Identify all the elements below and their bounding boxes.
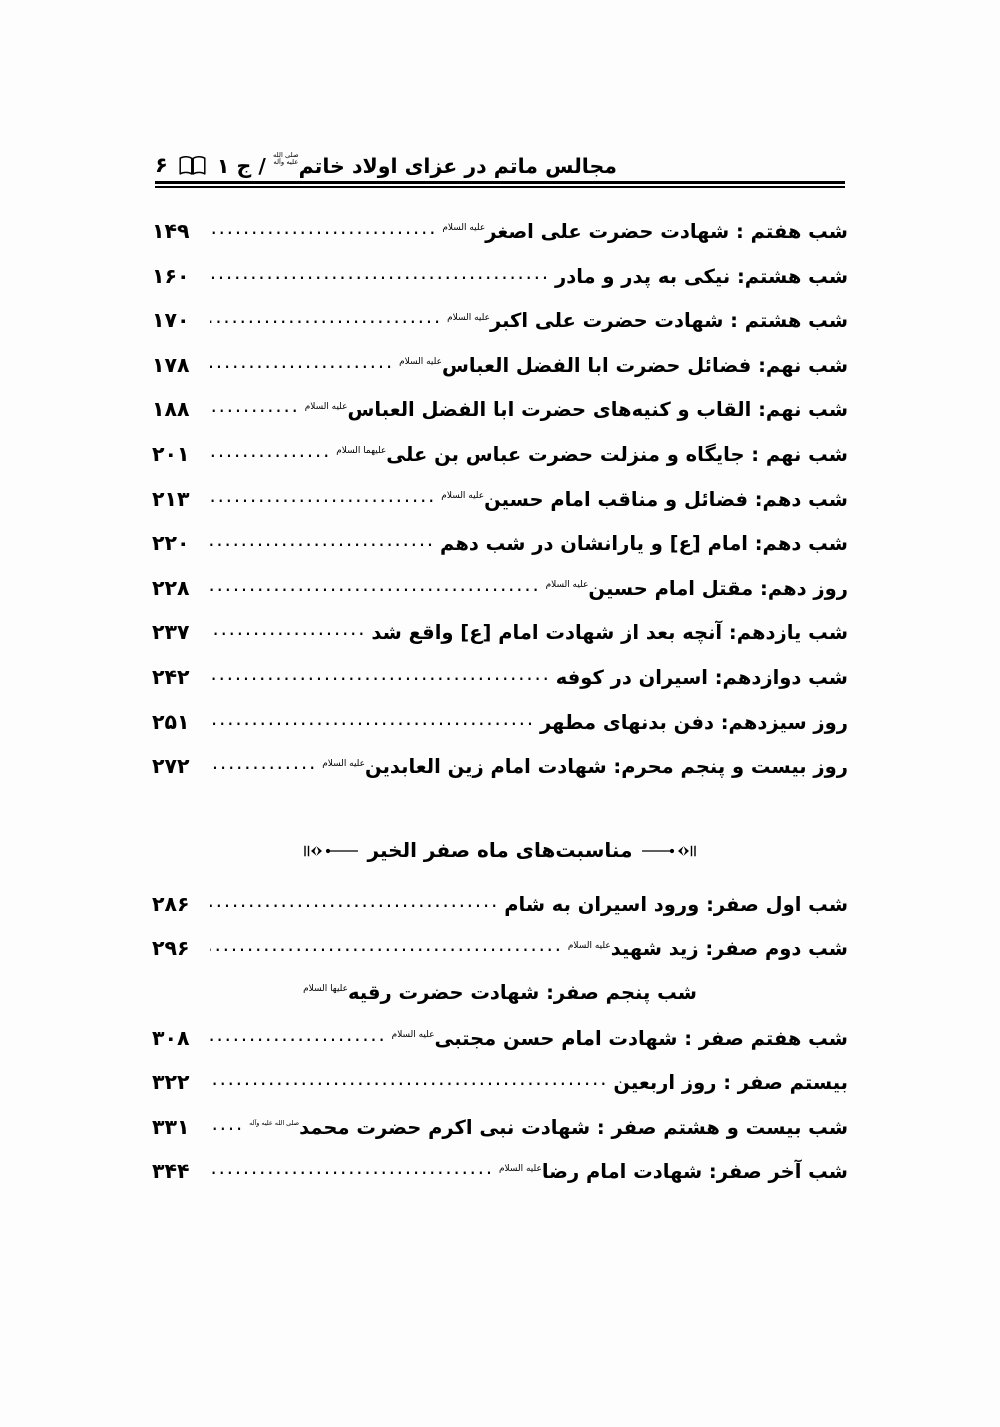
toc-entry-page[interactable]: ۲۴۲: [152, 664, 190, 689]
toc-entry-label: [303, 981, 697, 1004]
toc-entry-label: [392, 1027, 848, 1050]
toc-entry-label: [399, 354, 848, 377]
toc-entry-label: [555, 265, 848, 288]
salawat-line-2: علیه وآله: [273, 157, 299, 166]
rule-thick-line: [155, 181, 845, 184]
toc-entry-label: [540, 711, 848, 734]
toc-entry-page[interactable]: ۲۲۰: [152, 531, 190, 556]
toc-entry[interactable]: [152, 397, 848, 442]
salawat-line-1: صلی الله: [273, 151, 299, 160]
dot-leader: [210, 936, 563, 953]
toc-entry-title: شب نهم: القاب و کنیه‌های حضرت ابا الفضل العباس: [347, 398, 848, 422]
toc-entry[interactable]: [152, 710, 848, 755]
header-page-number: ۶: [155, 152, 168, 177]
toc-entry-title: شب دهم: امام [ع] و یارانشان در شب دهم: [440, 532, 848, 556]
toc-entry-label: [305, 398, 848, 421]
toc-entry-page[interactable]: ۱۶۰: [152, 263, 190, 288]
dot-leader: [210, 576, 541, 593]
honorific-icon: علیه السلام: [545, 580, 589, 591]
honorific-icon: علیها السلام: [303, 984, 348, 995]
toc-entry-page[interactable]: ۳۰۸: [152, 1025, 190, 1050]
dot-leader: [210, 308, 442, 325]
toc-entry-title: شب نهم : جایگاه و منزلت حضرت عباس بن علی: [386, 442, 848, 466]
dot-leader: [210, 264, 550, 281]
section-heading-text: مناسبت‌های ماه صفر الخیر: [367, 837, 633, 862]
dot-leader: [210, 1115, 244, 1132]
honorific-icon: علیه السلام: [442, 223, 486, 234]
dot-leader: [210, 397, 300, 414]
toc-entry[interactable]: [152, 219, 848, 264]
toc-entry-page[interactable]: ۳۳۱: [152, 1114, 190, 1139]
toc-entry-title: شب دهم: فضائل و مناقب امام حسین: [484, 487, 848, 511]
toc-entry-title: شب یازدهم: آنچه بعد از شهادت امام [ع] واقع شد: [371, 621, 848, 645]
toc-entry-label: [504, 893, 848, 916]
toc-entry-label: [249, 1116, 848, 1139]
table-of-contents: [152, 219, 848, 1204]
toc-entry-page[interactable]: ۲۸۶: [152, 891, 190, 916]
dot-leader: [210, 710, 535, 727]
toc-entry-label: [440, 532, 848, 555]
dot-leader: [210, 1070, 608, 1087]
dot-leader: [210, 620, 366, 637]
toc-entry-title: بیستم صفر : روز اربعین: [613, 1071, 848, 1095]
honorific-icon: علیه السلام: [399, 357, 442, 368]
toc-entry[interactable]: [152, 754, 848, 799]
toc-entry-label: [499, 1160, 848, 1183]
toc-entry-page[interactable]: ۱۷۸: [152, 352, 190, 377]
toc-entry-title: روز سیزدهم: دفن بدنهای مطهر: [540, 710, 848, 734]
toc-entry-label: [556, 666, 848, 689]
toc-entry-title: شب هشتم: نیکی به پدر و مادر: [554, 264, 848, 288]
toc-entry[interactable]: [152, 264, 848, 309]
dot-leader: [210, 353, 394, 370]
toc-entry-title: شب هشتم : شهادت حضرت علی اکبر: [489, 309, 848, 333]
toc-entry-title: روز بیست و پنجم محرم: شهادت امام زین العابدین: [365, 755, 848, 779]
section-heading-safar: [152, 822, 848, 878]
dot-leader: [210, 892, 499, 909]
toc-entry-title: شب اول صفر: ورود اسیران به شام: [504, 892, 848, 916]
honorific-icon: علیه السلام: [322, 758, 366, 769]
toc-entry-label: [371, 621, 848, 644]
diamond-ornament-icon: [302, 843, 358, 857]
toc-entry[interactable]: [152, 1026, 848, 1071]
open-book-icon: [179, 155, 206, 176]
honorific-icon: علیهما السلام: [336, 446, 387, 457]
toc-entry-page[interactable]: ۲۲۸: [152, 575, 190, 600]
toc-entry[interactable]: [152, 442, 848, 487]
toc-entry-label: [336, 443, 848, 466]
toc-entry[interactable]: [152, 665, 848, 710]
honorific-icon: علیه السلام: [498, 1163, 542, 1174]
toc-entry-title: شب بیست و هشتم صفر : شهادت نبی اکرم حضرت محمد: [299, 1115, 848, 1139]
toc-entry-label: [442, 220, 848, 243]
dot-leader: [210, 531, 435, 548]
header-volume: / ج ۱: [216, 153, 266, 178]
toc-entry-page[interactable]: ۱۷۰: [152, 308, 190, 333]
header-title-text: مجالس ماتم در عزای اولاد خاتم: [298, 153, 617, 178]
header-divider-rule: [155, 181, 845, 188]
toc-entry-label: [568, 937, 848, 960]
diamond-ornament-icon: [642, 843, 698, 857]
toc-entry-page[interactable]: ۳۲۲: [152, 1070, 190, 1095]
dot-leader: [210, 1159, 494, 1176]
honorific-icon: علیه السلام: [441, 490, 485, 501]
honorific-icon: علیه السلام: [447, 312, 490, 323]
toc-entry[interactable]: [152, 620, 848, 665]
toc-entry[interactable]: [152, 531, 848, 576]
toc-entry-page[interactable]: ۲۳۷: [152, 620, 190, 645]
dot-leader: [210, 665, 551, 682]
dot-leader: [210, 754, 317, 771]
toc-entry-label: [613, 1071, 848, 1094]
toc-entry-page[interactable]: ۲۰۱: [152, 441, 190, 466]
toc-entry-page[interactable]: ۱۸۸: [152, 397, 190, 422]
toc-entry-page[interactable]: ۲۷۲: [152, 754, 190, 779]
honorific-icon: علیه السلام: [391, 1029, 435, 1040]
toc-entry[interactable]: [152, 308, 848, 353]
toc-entry[interactable]: [152, 1070, 848, 1115]
toc-entry-label: [546, 577, 848, 600]
dot-leader: [210, 219, 437, 236]
toc-entry-page[interactable]: ۲۱۳: [152, 486, 190, 511]
salawat-honorific-icon: صلی الله علیه وآله: [249, 1119, 300, 1128]
toc-entry[interactable]: [152, 576, 848, 621]
toc-entry[interactable]: [152, 936, 848, 981]
toc-entry[interactable]: [152, 892, 848, 937]
toc-entry-label: [441, 488, 848, 511]
toc-entry-title: شب پنجم صفر: شهادت حضرت رقیه: [347, 980, 697, 1004]
toc-entry-title: شب آخر صفر: شهادت امام رضا: [541, 1160, 848, 1184]
toc-entry[interactable]: [152, 487, 848, 532]
rule-thin-line: [155, 186, 845, 188]
toc-entry-title: شب نهم: فضائل حضرت ابا الفضل العباس: [441, 353, 848, 377]
toc-entry[interactable]: [152, 353, 848, 398]
toc-entry-page[interactable]: ۳۴۴: [152, 1159, 190, 1184]
honorific-icon: علیه السلام: [567, 940, 611, 951]
toc-entry[interactable]: [152, 1159, 848, 1204]
dot-leader: [210, 442, 331, 459]
toc-entry-title: شب دوم صفر: زید شهید: [610, 937, 848, 961]
toc-entry-label: [322, 755, 848, 778]
honorific-icon: علیه السلام: [304, 401, 348, 412]
dot-leader: [210, 487, 436, 504]
toc-entry-page[interactable]: ۱۴۹: [152, 219, 190, 243]
toc-entry[interactable]: [152, 1115, 848, 1160]
toc-entry-title: شب هفتم : شهادت حضرت علی اصغر: [485, 220, 848, 243]
toc-entry[interactable]: [152, 981, 848, 1026]
toc-entry-title: شب هفتم صفر : شهادت امام حسن مجتبی: [434, 1026, 848, 1050]
toc-entry-title: روز دهم: مقتل امام حسین: [588, 576, 848, 600]
salawat-honorific-icon: [273, 152, 299, 166]
toc-entry-label: [447, 309, 848, 332]
toc-entry-page[interactable]: ۲۹۶: [152, 936, 190, 961]
running-header: [155, 148, 845, 182]
toc-entry-title: شب دوازدهم: اسیران در کوفه: [555, 665, 848, 689]
dot-leader: [210, 1026, 387, 1043]
toc-entry-page[interactable]: ۲۵۱: [152, 709, 190, 734]
header-title: [217, 152, 617, 178]
